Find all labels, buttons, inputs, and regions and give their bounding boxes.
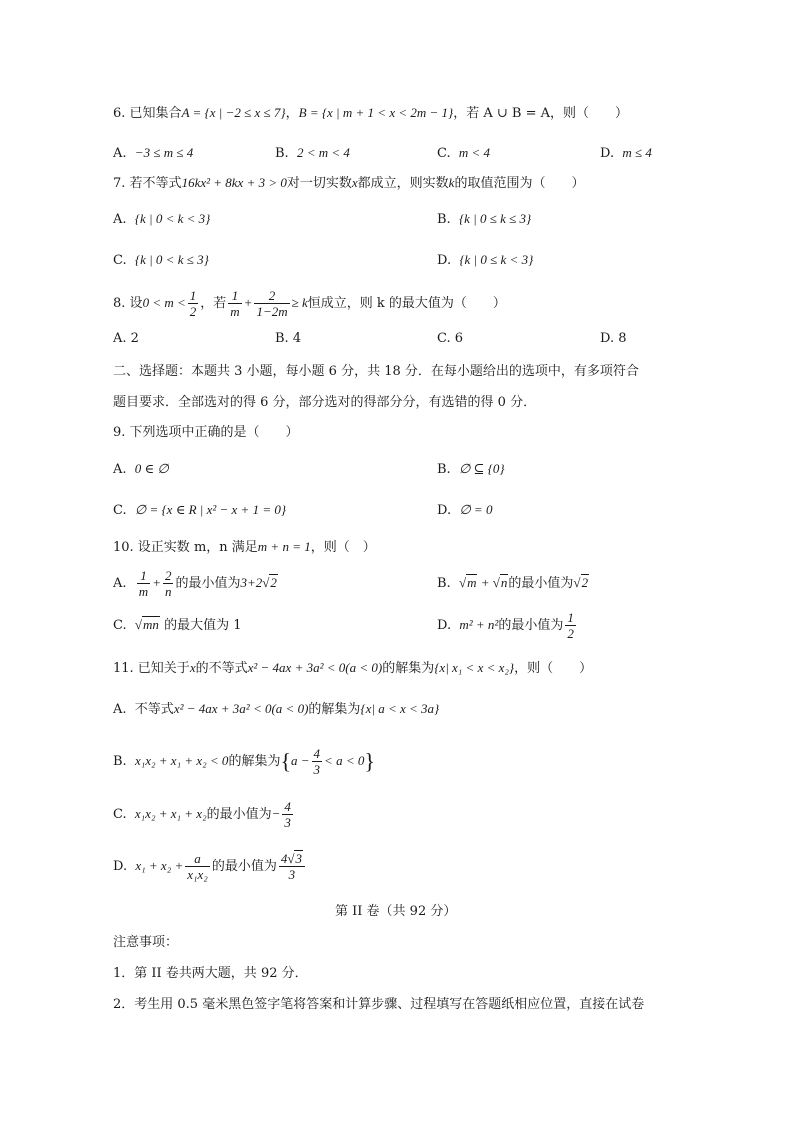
q11-stem-b: 的不等式 — [195, 661, 248, 676]
fraction — [163, 568, 174, 599]
q11-inequality: x² − 4ax + 3a² < 0(a < 0) — [247, 660, 383, 675]
q11-stem-a: 11. 已知关于 — [113, 661, 190, 676]
option-label: C. — [113, 807, 127, 822]
q7-inequality: 16kx² + 8kx + 3 > 0 — [181, 175, 287, 190]
fraction-denominator: x₁x₂ — [187, 867, 208, 882]
fraction-numerator: 2 — [254, 288, 289, 304]
q11-stem-d: ，则（ ） — [514, 661, 593, 676]
fraction — [282, 799, 293, 830]
option-text: ∅ ⊆ {0} — [458, 461, 505, 476]
radicand: 2 — [581, 575, 589, 590]
option-text: 4 — [292, 331, 302, 346]
negative-sign: − — [271, 806, 281, 821]
notice-heading: 注意事项： — [113, 935, 179, 950]
option-label: B. — [113, 754, 127, 769]
q7-option-a — [113, 209, 210, 230]
q9-option-a — [113, 459, 169, 480]
fraction-denominator: 3 — [284, 815, 291, 830]
q11-option-d — [113, 848, 307, 885]
q7-end: 的取值范围为（ ） — [454, 176, 585, 191]
q6-set-b: B = {x | m + 1 < x < 2m − 1} — [298, 105, 454, 120]
fraction-numerator: 1 — [228, 288, 241, 304]
option-label: C. — [113, 253, 127, 268]
option-set: {x| a < x < 3a} — [360, 701, 440, 716]
option-label: A. — [113, 331, 127, 346]
option-text: 6 — [454, 331, 464, 346]
q11-option-b: B. x₁x₂ + x₁ + x₂ < 0的解集为{a − $\frac{4}{3}$ < a < 0} — [113, 746, 375, 777]
q8-option-b — [275, 329, 301, 349]
fraction — [565, 610, 576, 641]
q6-option-b — [275, 143, 350, 164]
radicand: m — [467, 575, 477, 590]
q6-set-a: A = {x | −2 ≤ x ≤ 7} — [181, 105, 286, 120]
q8-range: 0 < m < — [142, 295, 186, 310]
fraction-numerator: 1 — [137, 568, 150, 584]
q10-option-b: B. √m + √n的最小值为√2 — [437, 575, 589, 591]
notice-item-1: 1．第 II 卷共两大题，共 92 分． — [113, 966, 308, 981]
fraction — [312, 746, 323, 777]
fraction-numerator: 1 — [567, 610, 574, 625]
q8-number: 8. — [113, 296, 130, 311]
fraction-denominator: 2 — [567, 626, 574, 641]
fraction-denominator: m — [138, 584, 149, 599]
option-expression: x₁ + x₂ + — [135, 858, 184, 873]
q8-fraction-2 — [254, 288, 289, 319]
option-label: D. — [437, 618, 452, 633]
q6-text: 已知集合 — [129, 106, 182, 121]
option-text: ∅ = 0 — [459, 502, 493, 517]
option-text: m ≤ 4 — [622, 145, 652, 160]
option-label: B. — [275, 146, 289, 161]
q6-stem — [113, 103, 628, 124]
fraction-numerator: 4 — [284, 799, 291, 814]
q11-option-a — [113, 699, 439, 720]
q7-number: 7. — [113, 176, 130, 191]
option-label: D. — [600, 331, 615, 346]
q11-stem — [113, 658, 592, 679]
q7-option-d — [437, 250, 533, 271]
q8-plus: + — [243, 295, 253, 310]
fraction-numerator: 2 — [164, 568, 172, 583]
q8-half-fraction — [188, 288, 199, 319]
section-heading-line-1: 二、选择题：本题共 3 小题，每小题 6 分，共 18 分．在每小题给出的选项中，有多项符合 — [113, 364, 639, 379]
q8-if: ，若 — [200, 296, 227, 311]
q9-option-d — [437, 500, 492, 521]
q11-set: {x| x₁ < x < x₂} — [434, 660, 515, 675]
option-text: {k | 0 < k ≤ 3} — [134, 252, 209, 267]
q9-option-b — [437, 459, 505, 480]
option-text: 2 < m < 4 — [296, 145, 350, 160]
q8-end: 恒成立，则 k 的最大值为（ ） — [307, 296, 506, 311]
option-label: C. — [437, 146, 451, 161]
radicand: 3 — [295, 851, 302, 866]
fraction — [185, 851, 210, 882]
fraction-denominator: 3 — [288, 867, 296, 882]
option-label: B. — [437, 576, 451, 591]
q7-option-b — [437, 209, 531, 230]
option-text: m < 4 — [458, 145, 491, 160]
option-text: {k | 0 ≤ k ≤ 3} — [458, 211, 532, 226]
fraction-denominator: 3 — [313, 762, 321, 777]
q7-post: 都成立，则实数 — [357, 176, 449, 191]
option-label: B. — [437, 462, 451, 477]
fraction-denominator: n — [164, 584, 172, 599]
option-label: B. — [275, 331, 289, 346]
value: 3+2 — [240, 575, 263, 590]
option-text: −3 ≤ m ≤ 4 — [134, 145, 194, 160]
option-label: A. — [113, 146, 127, 161]
option-text: 的最大值为 1 — [164, 618, 242, 633]
q8-option-a — [113, 329, 139, 349]
q6-condition: ，若 A ∪ B = A，则（ ） — [453, 106, 628, 121]
q10-option-d — [437, 608, 578, 643]
q10-stem-b: ，则（ ） — [310, 540, 376, 555]
radicand: 2 — [270, 575, 277, 590]
option-mid: 的解集为 — [228, 754, 281, 769]
option-text: 的最小值为 — [508, 576, 574, 591]
q6-option-c — [437, 143, 490, 164]
q7-var: x — [351, 175, 358, 190]
fraction-numerator: 4 — [313, 746, 321, 761]
q11-var: x — [189, 660, 196, 675]
q8-ge: ≥ k — [291, 295, 308, 310]
option-label: D. — [437, 253, 452, 268]
q6-number: 6. — [113, 106, 130, 121]
option-text: 0 ∈ ∅ — [134, 461, 169, 476]
q11-stem-c: 的解集为 — [382, 661, 435, 676]
option-label: D. — [600, 146, 615, 161]
option-label: A. — [113, 576, 127, 591]
fraction-numerator: 1 — [189, 288, 197, 303]
q7-stem — [113, 173, 584, 194]
option-mid: 的解集为 — [308, 702, 361, 717]
coefficient: 4 — [280, 851, 288, 866]
option-mid: 的最小值为 — [211, 859, 277, 874]
q10-stem-a: 10. 设正实数 m，n 满足 — [113, 540, 258, 555]
option-label: B. — [437, 212, 451, 227]
fraction — [279, 851, 305, 882]
q10-equation: m + n = 1 — [257, 539, 311, 554]
q6-sep: ， — [285, 106, 299, 121]
option-text: 8 — [618, 331, 627, 346]
q10-option-c: C. √mn 的最大值为 1 — [113, 617, 242, 633]
q7-mid: 对一切实数 — [286, 176, 352, 191]
q10-option-a: A. $\frac{1}{m}$ + $\frac{2}{n}$ 的最小值为3+2√2 — [113, 568, 277, 599]
option-text: 的最小值为 — [175, 576, 241, 591]
q8-option-d — [600, 329, 627, 349]
q7-option-c — [113, 250, 209, 271]
q11-option-c — [113, 797, 295, 832]
set-part: a − — [291, 753, 310, 768]
option-expression: x₁x₂ + x₁ + x₂ — [134, 806, 207, 821]
fraction-numerator: 4√3 — [279, 851, 305, 867]
q7-pre: 若不等式 — [129, 176, 182, 191]
option-mid: 的最小值为 — [206, 807, 272, 822]
option-label: C. — [113, 618, 127, 633]
option-text: 的最小值为 — [498, 618, 564, 633]
fraction-denominator: 2 — [189, 304, 197, 319]
option-label: C. — [113, 503, 127, 518]
option-text: {k | 0 ≤ k < 3} — [459, 252, 534, 267]
part-ii-title: 第 II 卷（共 92 分） — [335, 904, 457, 919]
fraction-numerator: a — [185, 851, 210, 867]
option-text: ∅ = {x ∈ R | x² − x + 1 = 0} — [134, 502, 287, 517]
q8-pre: 设 — [129, 296, 143, 311]
option-label: D. — [437, 503, 452, 518]
notice-item-2: 2．考生用 0.5 毫米黑色签字笔将答案和计算步骤、过程填写在答题纸相应位置，直接在试卷 — [113, 997, 645, 1012]
q8-option-c — [437, 329, 463, 349]
q10-stem — [113, 537, 376, 558]
option-text: 2 — [130, 331, 139, 346]
option-label: C. — [437, 331, 451, 346]
option-inequality: x² − 4ax + 3a² < 0(a < 0) — [173, 701, 309, 716]
fraction-denominator: 1−2m — [256, 304, 288, 319]
option-label: A. — [113, 462, 127, 477]
q8-stem — [113, 286, 506, 321]
expression: m² + n² — [459, 617, 499, 632]
radicand: n — [500, 575, 508, 590]
set-part: < a < 0 — [324, 753, 365, 768]
section-heading-line-2: 题目要求．全部选对的得 6 分，部分选对的得部分分，有选错的得 0 分． — [113, 395, 537, 410]
q6-option-d — [600, 143, 652, 164]
option-text: {k | 0 < k < 3} — [134, 211, 211, 226]
radicand: mn — [143, 617, 159, 632]
fraction — [137, 568, 150, 599]
q6-option-a — [113, 143, 193, 164]
fraction-denominator: m — [230, 304, 240, 319]
q9-option-c — [113, 500, 286, 521]
q7-k: k — [448, 175, 455, 190]
option-pre: 不等式 — [134, 702, 174, 717]
option-label: D. — [113, 859, 128, 874]
option-label: A. — [113, 212, 127, 227]
option-expression: x₁x₂ + x₁ + x₂ < 0 — [134, 753, 229, 768]
option-label: A. — [113, 702, 127, 717]
q8-fraction-1 — [228, 288, 241, 319]
q9-stem: 9. 下列选项中正确的是（ ） — [113, 425, 299, 440]
